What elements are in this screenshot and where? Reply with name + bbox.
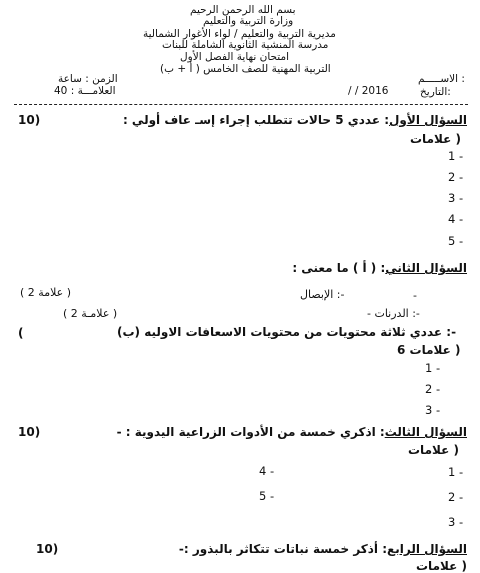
q1-item-2: 2 - <box>448 170 464 184</box>
subject-line: التربية المهنية للصف الخامس ( أ + ب) <box>160 63 331 75</box>
q2-term1: الإبصال :- <box>300 288 345 301</box>
q3-item-1: 1 - <box>448 465 464 479</box>
q2-term1-marks: ( 2 علامة ) <box>20 286 72 299</box>
q3-item-2: 2 - <box>448 490 464 504</box>
q2-title: السؤال الثاني <box>385 261 467 275</box>
q2-term1-dash: - <box>413 289 417 302</box>
q4-text: : أذكر خمسة نباتات تتكاثر بالبذور :- <box>178 542 388 556</box>
name-label: الاســـــم : <box>418 73 465 85</box>
q3-marks: 10) <box>18 425 41 439</box>
basmala: بسم الله الرحمن الرحيم <box>190 4 296 16</box>
q2-b-marks: 6 علامات ) <box>397 343 461 357</box>
time-label: الزمن : ساعة <box>58 73 118 85</box>
marks-total: العلامـــة : 40 <box>54 85 116 97</box>
separator-line <box>14 104 468 105</box>
q3-item-4: 4 - <box>259 464 275 478</box>
q2-text: : ( أ ) ما معنى : <box>292 261 386 275</box>
q3-heading <box>117 426 467 438</box>
q4-heading <box>179 543 467 555</box>
ministry: وزارة التربية والتعليم <box>203 15 294 27</box>
school-name: مدرسة المنشية الثانوية الشاملة للبنات <box>162 39 329 51</box>
q1-marks-word: علامات ) <box>410 132 461 146</box>
q2-item-2: 2 - <box>425 382 441 396</box>
q1-item-5: 5 - <box>448 234 464 248</box>
q3-title: السؤال الثالث <box>384 425 467 439</box>
q2-item-1: 1 - <box>425 361 441 375</box>
exam-title: امتحان نهاية الفصل الأول <box>180 51 290 63</box>
q2-item-3: 3 - <box>425 403 441 417</box>
q1-heading <box>123 114 467 126</box>
q1-title: السؤال الأول <box>389 113 467 127</box>
q1-item-1: 1 - <box>448 149 464 163</box>
q1-item-3: 3 - <box>448 191 464 205</box>
q3-item-5: 5 - <box>259 489 275 503</box>
q2-term2-marks: ( 2 علامـة ) <box>63 307 118 320</box>
q3-marks-word: علامات ) <box>408 443 459 457</box>
q4-marks-word: علامات ) <box>416 559 467 573</box>
q2-b-text: (ب) عددي ثلاثة محتويات من محتويات الاسعافات الاوليه :- <box>117 325 457 339</box>
q3-text: : اذكري خمسة من الأدوات الزراعية اليدوية : - <box>116 425 385 439</box>
q2-heading <box>292 262 467 274</box>
q2-b-paren: ( <box>18 326 24 340</box>
q4-title: السؤال الرابع <box>387 542 467 556</box>
q3-item-3: 3 - <box>448 515 464 529</box>
date-label: التاريخ: <box>420 86 451 98</box>
q1-text: : عددي 5 حالات تتطلب إجراء إسـ عاف أولي : <box>122 113 390 127</box>
q2-term2: - الدرنات :- <box>367 307 420 320</box>
q1-marks: 10) <box>18 113 41 127</box>
directorate: مديرية التربية والتعليم / لواء الأغوار الشمالية <box>143 28 336 40</box>
date-value: / / 2016 <box>348 85 389 97</box>
q1-item-4: 4 - <box>448 212 464 226</box>
q4-marks: 10) <box>36 542 59 556</box>
